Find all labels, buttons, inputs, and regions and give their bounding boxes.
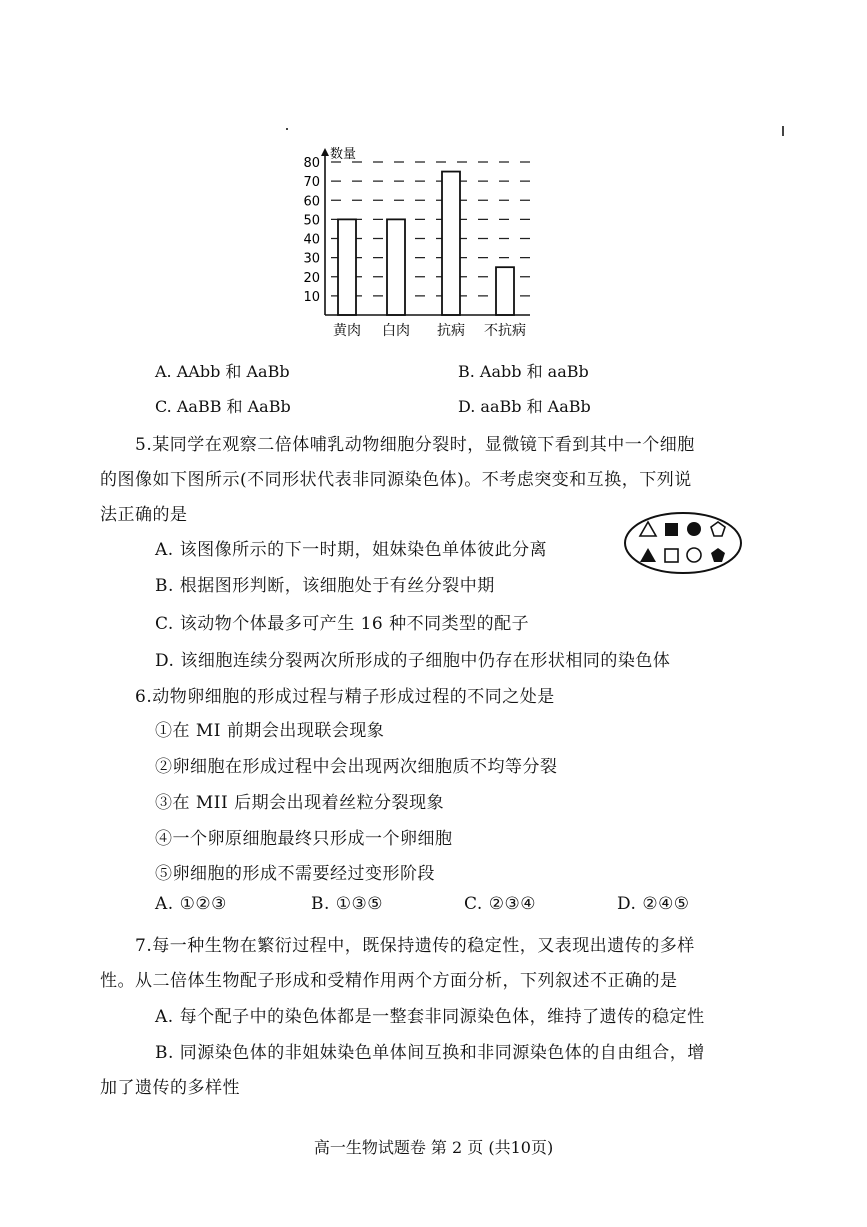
q4-option-a: A. AAbb 和 AaBb bbox=[155, 362, 290, 381]
q5-option-a: A. 该图像所示的下一时期，姐妹染色单体彼此分离 bbox=[155, 540, 548, 560]
chromosome-filled-triangle bbox=[640, 548, 656, 562]
chart-yticks bbox=[303, 156, 320, 305]
scan-mark bbox=[286, 128, 288, 130]
y-tick-label: 30 bbox=[303, 251, 320, 267]
q6-item-4: ④一个卵原细胞最终只形成一个卵细胞 bbox=[155, 829, 453, 849]
y-tick-label: 50 bbox=[303, 213, 320, 229]
chart-xlabels bbox=[333, 322, 526, 339]
q6-option-a: A. ①②③ bbox=[155, 894, 227, 914]
bar-1 bbox=[387, 219, 405, 315]
cell-diagram bbox=[622, 510, 744, 576]
y-tick-label: 10 bbox=[303, 289, 320, 305]
q5-stem-line3: 法正确的是 bbox=[100, 505, 188, 525]
q4-option-c: C. AaBB 和 AaBb bbox=[155, 397, 291, 416]
y-axis-arrow bbox=[321, 148, 329, 156]
bar-chart bbox=[300, 140, 540, 345]
q6-item-2: ②卵细胞在形成过程中会出现两次细胞质不均等分裂 bbox=[155, 757, 558, 777]
y-tick-label: 80 bbox=[303, 156, 320, 171]
page-footer: 高一生物试题卷 第 2 页 (共10页) bbox=[313, 1138, 554, 1157]
bar-2 bbox=[442, 172, 460, 315]
q6-option-b: B. ①③⑤ bbox=[311, 894, 384, 914]
chromosome-filled-square bbox=[665, 523, 678, 536]
chromosome-hollow-triangle bbox=[640, 522, 656, 536]
q6-stem: 6.动物卵细胞的形成过程与精子形成过程的不同之处是 bbox=[135, 687, 555, 707]
q7-option-a: A. 每个配子中的染色体都是一整套非同源染色体，维持了遗传的稳定性 bbox=[155, 1007, 705, 1027]
y-tick-label: 70 bbox=[303, 175, 320, 191]
bar-3 bbox=[496, 267, 514, 315]
q6-option-c: C. ②③④ bbox=[464, 894, 536, 914]
x-tick-label: 黄肉 bbox=[333, 323, 361, 339]
scan-mark bbox=[782, 126, 784, 136]
chromosome-filled-circle bbox=[687, 522, 701, 536]
x-tick-label: 白肉 bbox=[382, 323, 410, 339]
y-tick-label: 40 bbox=[303, 232, 320, 248]
q5-option-d: D. 该细胞连续分裂两次所形成的子细胞中仍存在形状相同的染色体 bbox=[155, 651, 671, 671]
chromosome-hollow-pentagon bbox=[711, 522, 725, 536]
q5-stem-line1: 5.某同学在观察二倍体哺乳动物细胞分裂时，显微镜下看到其中一个细胞 bbox=[135, 435, 695, 455]
chart-ylabel: 数量 bbox=[330, 147, 357, 162]
q7-option-b-line2: 加了遗传的多样性 bbox=[100, 1078, 240, 1098]
y-tick-label: 60 bbox=[303, 194, 320, 210]
q6-item-5: ⑤卵细胞的形成不需要经过变形阶段 bbox=[155, 864, 435, 884]
y-tick-label: 20 bbox=[303, 270, 320, 286]
q5-option-b: B. 根据图形判断，该细胞处于有丝分裂中期 bbox=[155, 576, 495, 596]
q5-stem-line2: 的图像如下图所示(不同形状代表非同源染色体)。不考虑突变和互换，下列说 bbox=[100, 470, 692, 490]
q7-stem-line2: 性。从二倍体生物配子形成和受精作用两个方面分析，下列叙述不正确的是 bbox=[100, 971, 678, 991]
chromosome-filled-pentagon bbox=[711, 548, 725, 562]
q5-option-c: C. 该动物个体最多可产生 16 种不同类型的配子 bbox=[155, 614, 530, 634]
bar-0 bbox=[338, 219, 356, 315]
x-tick-label: 不抗病 bbox=[484, 323, 526, 339]
q4-option-b: B. Aabb 和 aaBb bbox=[458, 362, 589, 381]
q7-option-b-line1: B. 同源染色体的非姐妹染色单体间互换和非同源染色体的自由组合，增 bbox=[155, 1043, 705, 1063]
x-tick-label: 抗病 bbox=[437, 323, 465, 339]
q6-item-3: ③在 MII 后期会出现着丝粒分裂现象 bbox=[155, 793, 445, 813]
chromosome-hollow-square bbox=[665, 549, 678, 562]
chart-bars bbox=[338, 172, 514, 315]
q4-option-d: D. aaBb 和 AaBb bbox=[458, 397, 591, 416]
q7-stem-line1: 7.每一种生物在繁衍过程中，既保持遗传的稳定性，又表现出遗传的多样 bbox=[135, 936, 695, 956]
cell-membrane bbox=[625, 513, 741, 573]
q6-option-d: D. ②④⑤ bbox=[617, 894, 690, 914]
q6-item-1: ①在 MI 前期会出现联会现象 bbox=[155, 721, 385, 741]
chromosome-hollow-circle bbox=[687, 548, 701, 562]
